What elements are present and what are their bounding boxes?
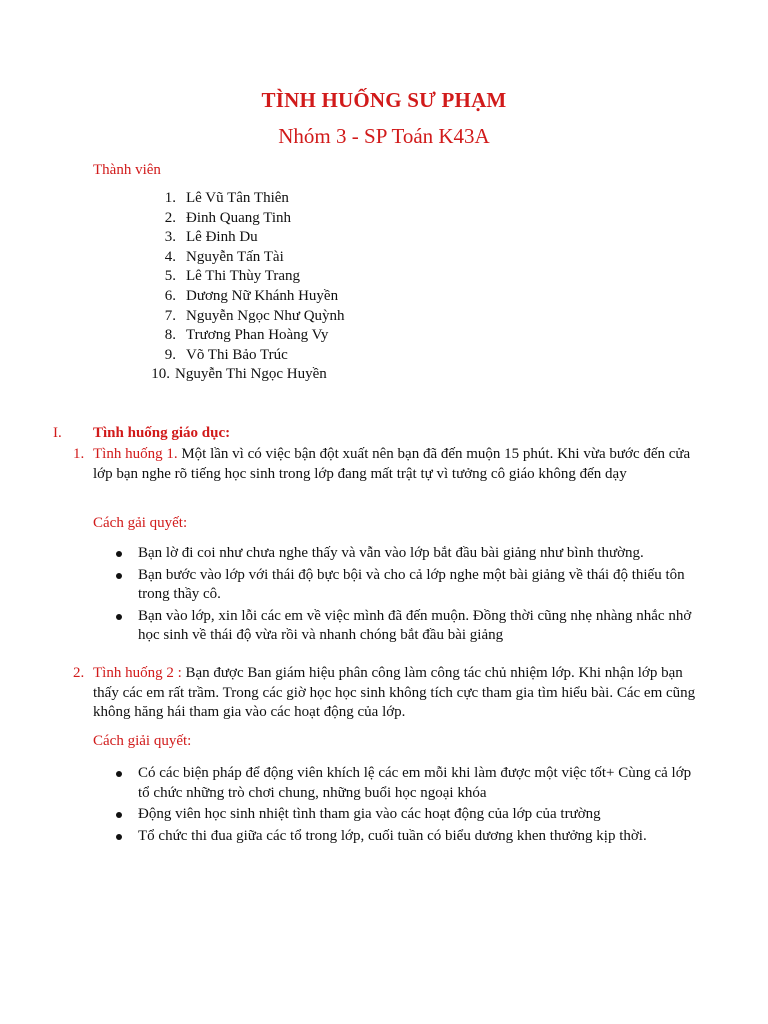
case-number: 2. — [73, 665, 85, 681]
member-name: Lê Vũ Tân Thiên — [186, 190, 289, 206]
solution-item: Tổ chức thi đua giữa các tổ trong lớp, cuối tuần có biểu dương khen thưởng kịp thời. — [116, 827, 696, 847]
case-1 — [73, 445, 698, 484]
case-label: Tình huống 2 : — [93, 665, 182, 681]
solution-item: Có các biện pháp để động viên khích lệ các em mỗi khi làm được một việc tốt+ Cùng cả lớp tổ chức những trò chơi chung, những buổi học ngoại khóa — [116, 764, 696, 803]
member-number: 2. — [164, 209, 176, 226]
member-name: Dương Nữ Khánh Huyền — [186, 287, 339, 304]
bullet-icon — [116, 551, 122, 557]
solution-item: Bạn bước vào lớp với thái độ bực bội và cho cả lớp nghe một bài giảng về thái độ thiếu tôn trong thầy cô. — [116, 566, 696, 605]
member-name: Lê Đinh Du — [186, 229, 258, 246]
document-subtitle: Nhóm 3 - SP Toán K43A — [278, 124, 490, 148]
member-number: 9. — [164, 346, 176, 363]
document-title: TÌNH HUỐNG SƯ PHẠM — [261, 88, 507, 112]
member-number: 8. — [164, 327, 176, 344]
member-number: 6. — [164, 287, 176, 304]
case-text: Bạn được Ban giám hiệu phân công làm công tác chủ nhiệm lớp. Khi nhận lớp bạn thấy các em rất trầm. Trong các giờ học học sinh không tích cực tham gia tìm hiểu bài. Các em cũng không hăng hái tham gia vào các hoạt động của lớp. — [93, 665, 696, 721]
solution-item: Bạn vào lớp, xin lỗi các em về việc mình đã đến muộn. Đồng thời cũng nhẹ nhàng nhắc nhở học sinh về thái độ vừa rồi và nhanh chóng bắt đầu bài giảng — [116, 607, 696, 646]
member-name: Trương Phan Hoàng Vy — [186, 327, 329, 344]
solution-list — [116, 764, 696, 848]
member-name: Lê Thi Thùy Trang — [186, 268, 301, 285]
case-text: Một lần vì có việc bận đột xuất nên bạn đã đến muộn 15 phút. Khi vừa bước đến cửa lớp bạn nghe rõ tiếng học sinh trong lớp đang mất trật tự vì tưởng cô giáo không đến dạy — [93, 446, 691, 482]
solution-item: Động viên học sinh nhiệt tình tham gia vào các hoạt động của lớp của trường — [116, 805, 696, 825]
member-number: 10. — [151, 366, 170, 383]
member-number: 3. — [164, 229, 176, 246]
member-name: Đinh Quang Tinh — [186, 209, 292, 226]
case-label: Tình huống 1. — [93, 446, 178, 462]
section-label: Tình huống giáo dục: — [93, 425, 231, 441]
member-number: 5. — [164, 268, 176, 285]
member-name: Võ Thi Bảo Trúc — [186, 346, 288, 363]
solution-heading: Cách gải quyết: — [93, 515, 188, 531]
member-name: Nguyễn Tấn Tài — [186, 248, 284, 265]
member-number: 1. — [164, 190, 176, 206]
bullet-icon — [116, 834, 122, 840]
solution-heading: Cách giải quyết: — [93, 733, 192, 749]
member-name: Nguyễn Thi Ngọc Huyền — [175, 366, 327, 383]
bullet-icon — [116, 614, 122, 620]
case-2 — [73, 664, 698, 723]
member-name: Nguyễn Ngọc Như Quỳnh — [186, 307, 345, 324]
section-number: I. — [53, 425, 62, 441]
solution-list — [116, 544, 696, 648]
solution-item: Bạn lờ đi coi như chưa nghe thấy và vẫn vào lớp bắt đầu bài giảng như bình thường. — [116, 544, 696, 564]
bullet-icon — [116, 812, 122, 818]
member-number: 4. — [164, 248, 176, 265]
case-number: 1. — [73, 446, 85, 462]
members-heading: Thành viên — [93, 162, 161, 178]
bullet-icon — [116, 573, 122, 579]
member-number: 7. — [164, 307, 176, 324]
section-heading — [53, 425, 230, 442]
bullet-icon — [116, 771, 122, 777]
